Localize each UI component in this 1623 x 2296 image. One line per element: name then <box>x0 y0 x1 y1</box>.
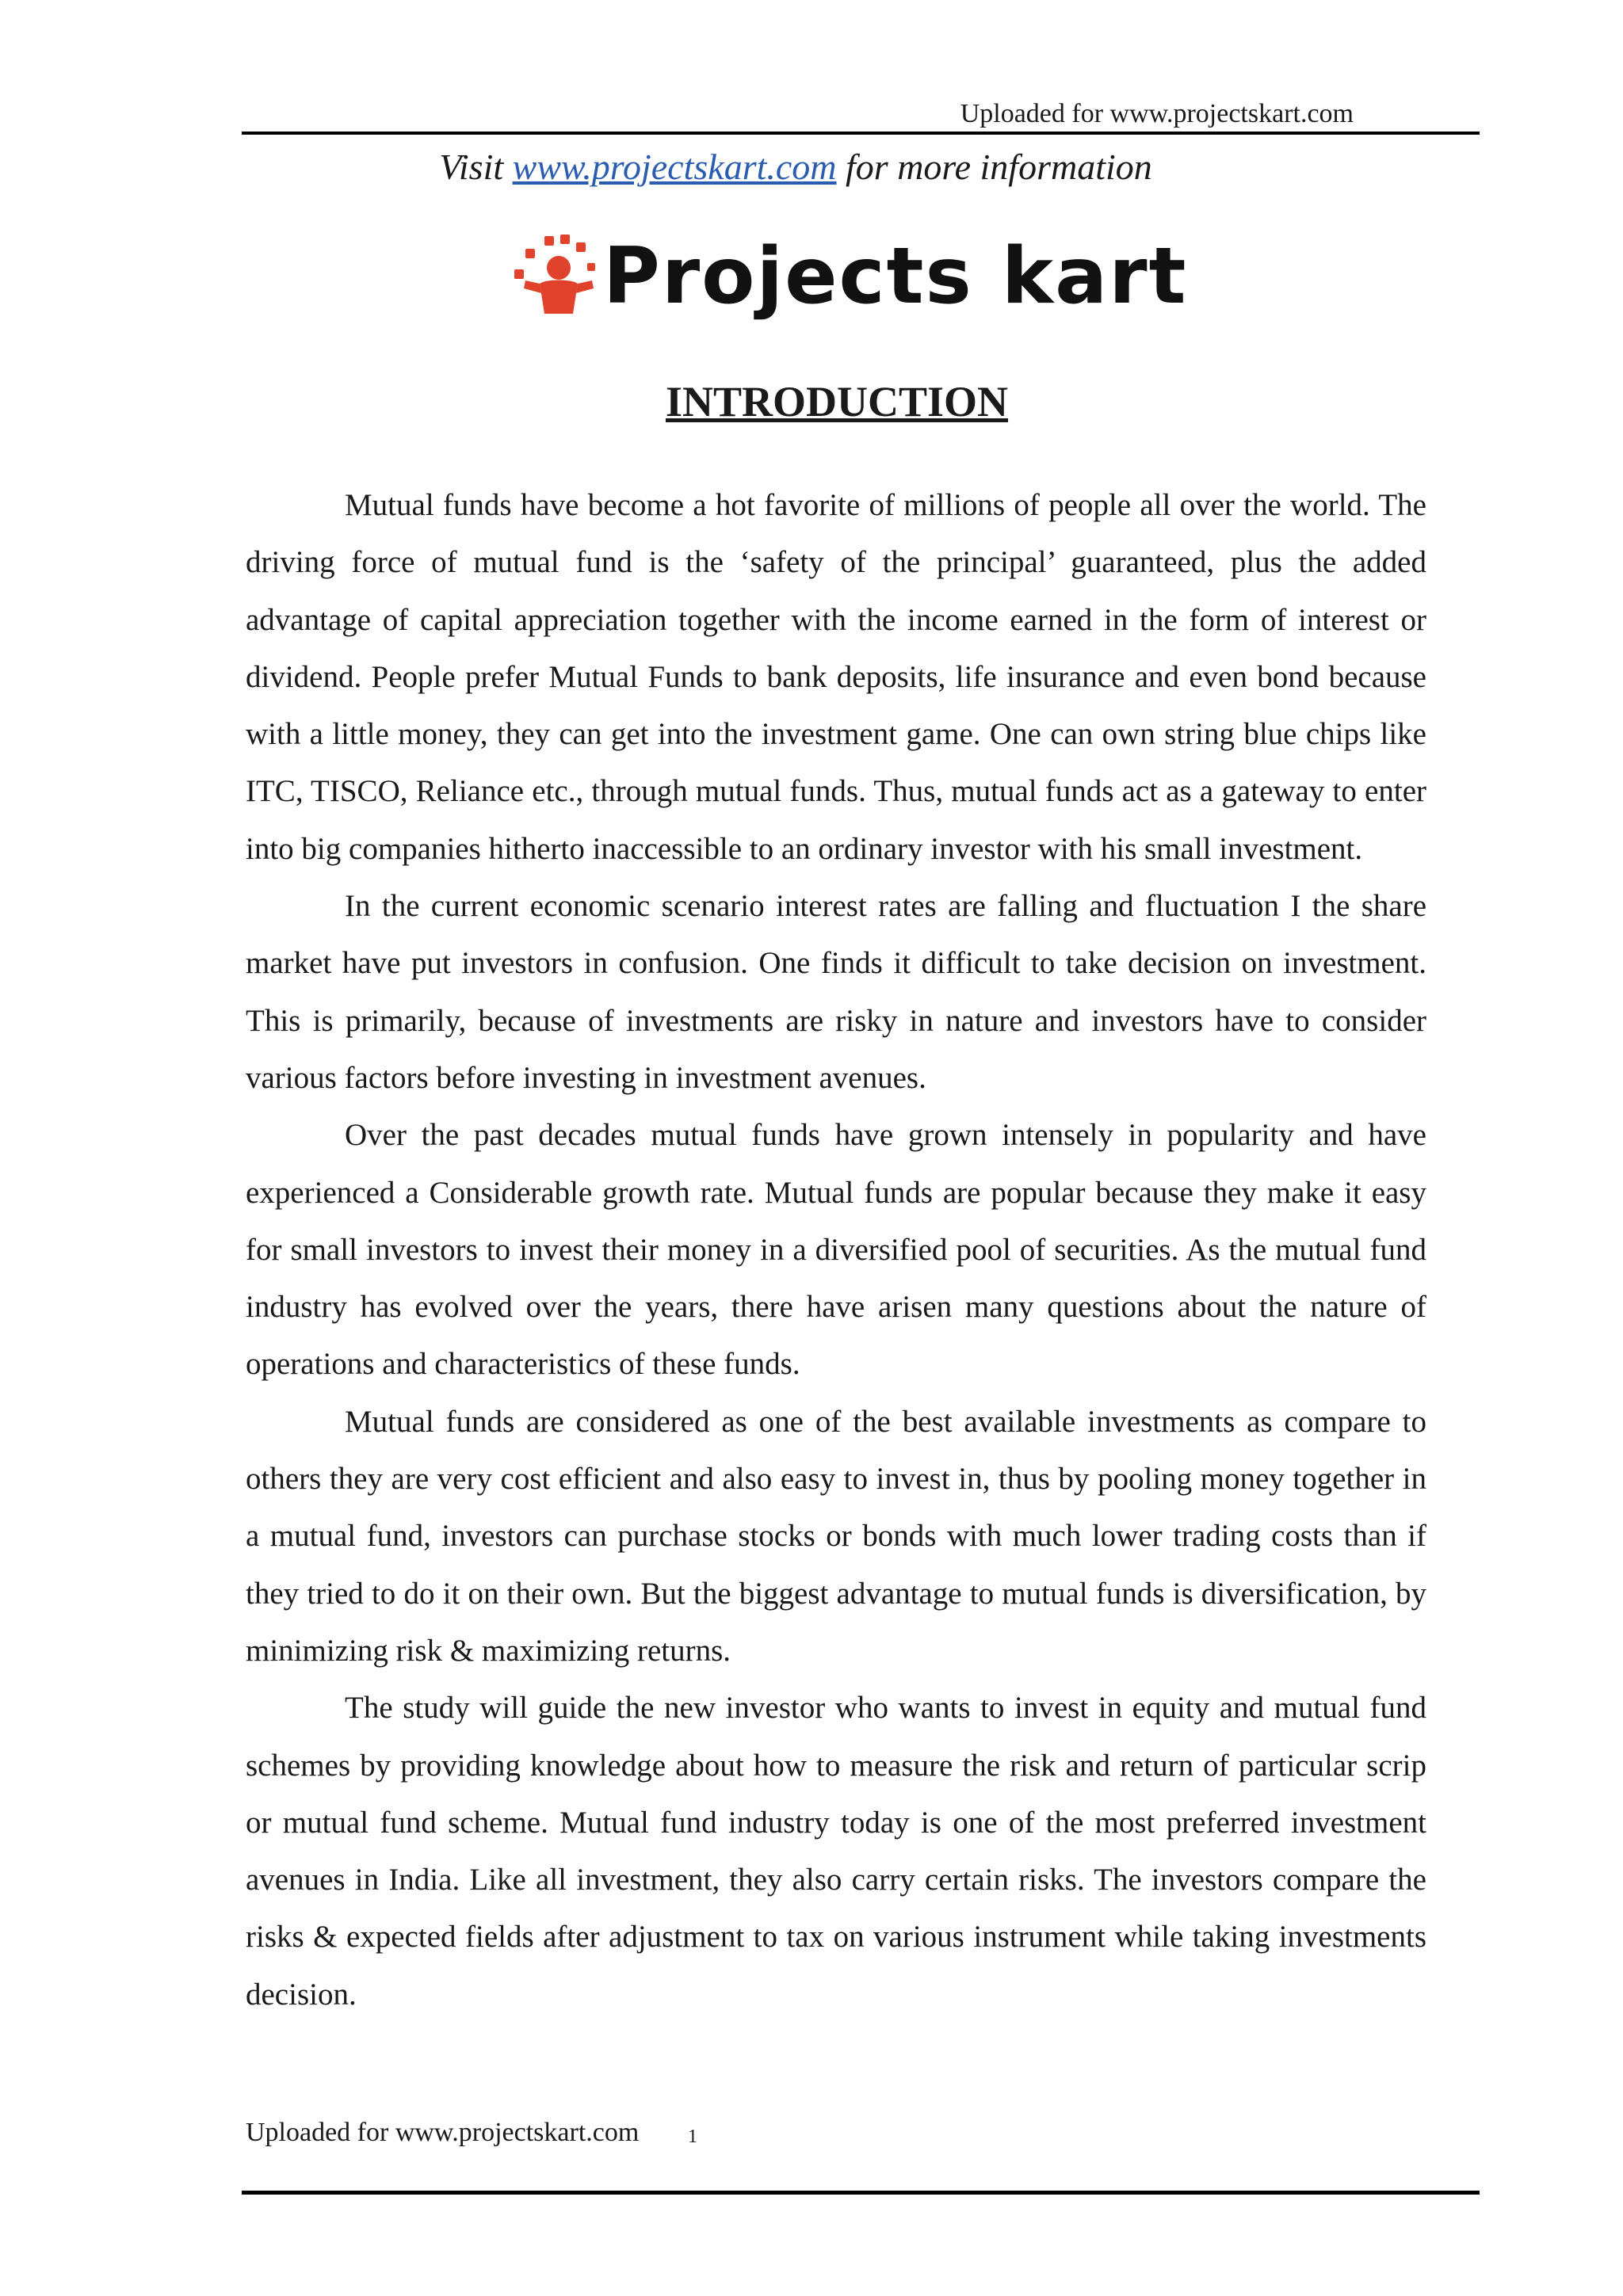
footer-rule <box>242 2191 1480 2195</box>
page-number: 1 <box>688 2126 697 2147</box>
paragraph-2: In the current economic scenario interest rates are falling and fluctuation I the share market have put investors in confusion. One finds it difficult to take decision on investment. This is primarily, because of investments are risky in nature and investors have to consider various factors before investing in investment avenues. <box>246 889 1426 1095</box>
visit-line <box>0 145 1623 189</box>
paragraph-3: Over the past decades mutual funds have grown intensely in popularity and have experienced a Considerable growth rate. Mutual funds are popular because they make it easy for small investors to invest their money in a diversified pool of securities. As the mutual fund industry has evolved over the years, there have arisen many questions about the nature of operations and characteristics of these funds. <box>246 1118 1426 1382</box>
footer-uploaded-text: Uploaded for www.projectskart.com <box>246 2118 640 2147</box>
paragraph-4: Mutual funds are considered as one of the best available investments as compare to others they are very cost efficient and also easy to invest in, thus by pooling money together in a mutual fund, investors can purchase stocks or bonds with much lower trading costs than if they tried to do it on their own. But the biggest advantage to mutual funds is diversification, by minimizing risk & maximizing returns. <box>246 1404 1426 1668</box>
website-link[interactable]: www.projectskart.com <box>512 147 837 187</box>
header-uploaded-text: Uploaded for www.projectskart.com <box>960 99 1354 128</box>
paragraph-1: Mutual funds have become a hot favorite of millions of people all over the world. The driving force of mutual fund is the ‘safety of the principal’ guaranteed, plus the added advantage of capital appreciation together with the income earned in the form of interest or dividend. People prefer Mutual Funds to bank deposits, life insurance and even bond because with a little money, they can get into the investment game. One can own string blue chips like ITC, TISCO, Reliance etc., through mutual funds. Thus, mutual funds act as a gateway to enter into big companies hitherto inaccessible to an ordinary investor with his small investment. <box>246 488 1426 866</box>
header-rule <box>242 132 1480 135</box>
page-title: INTRODUCTION <box>665 378 1009 425</box>
document-body <box>246 477 1426 2023</box>
paragraph-5: The study will guide the new investor who wants to invest in equity and mutual fund schemes by providing knowledge about how to measure the risk and return of particular scrip or mutual fund scheme. Mutual fund industry today is one of the most preferred investment avenues in India. Like all investment, they also carry certain risks. The investors compare the risks & expected fields after adjustment to tax on various instrument while taking investments decision. <box>246 1691 1426 2012</box>
logo-mark-icon <box>511 235 606 322</box>
visit-suffix: for more information <box>836 147 1152 187</box>
logo-text: Projects kart <box>603 231 1188 322</box>
projects-kart-logo <box>511 230 1188 333</box>
visit-prefix: Visit <box>439 147 513 187</box>
